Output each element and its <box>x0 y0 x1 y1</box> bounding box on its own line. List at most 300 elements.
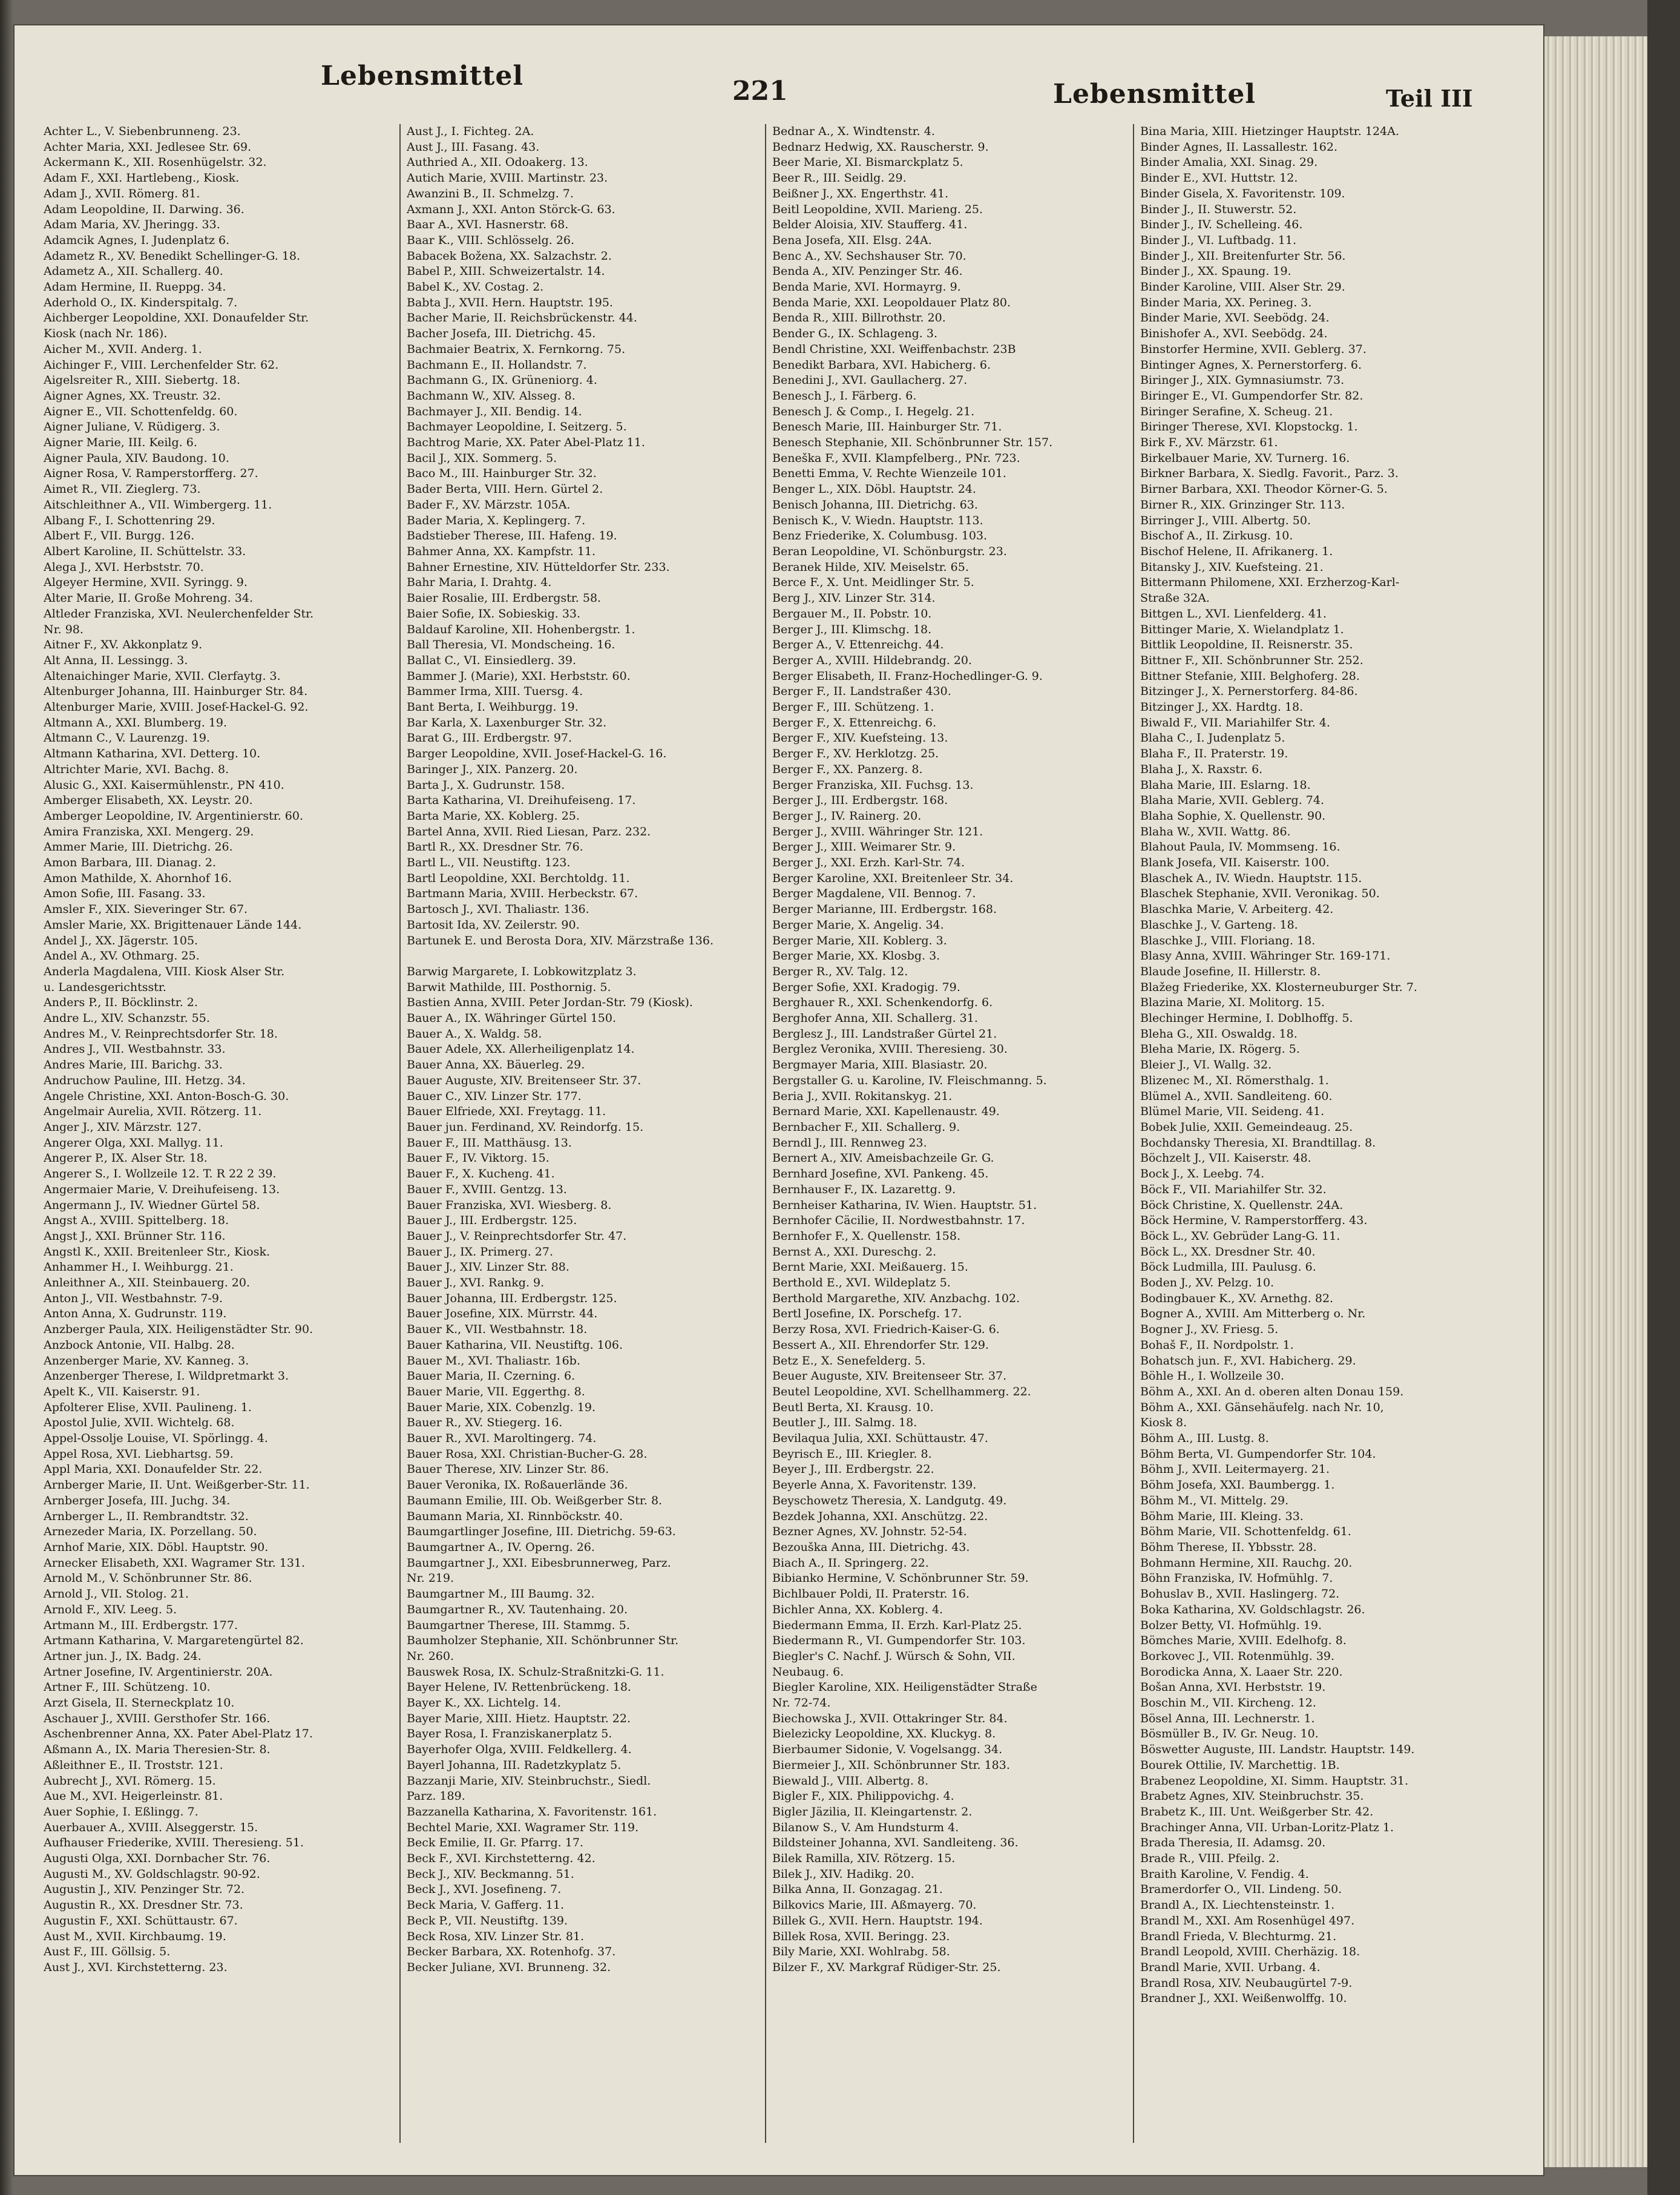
directory-entry: Altmann Katharina, XVI. Detterg. 10. <box>44 747 261 761</box>
directory-entry: Biringer E., VI. Gumpendorfer Str. 82. <box>1140 389 1363 403</box>
directory-entry: Bednar A., X. Windtenstr. 4. <box>772 125 935 138</box>
directory-entry: Bichlbauer Poldi, II. Praterstr. 16. <box>772 1587 970 1601</box>
directory-entry: Andel J., XX. Jägerstr. 105. <box>44 933 199 947</box>
directory-entry: Aitschleithner A., VII. Wimbergerg. 11. <box>44 498 272 512</box>
directory-entry: Bernert A., XIV. Ameisbachzeile Gr. G. <box>772 1151 994 1165</box>
directory-entry: Bevilaqua Julia, XXI. Schüttaustr. 47. <box>772 1432 988 1446</box>
directory-entry: Berger F., II. Landstraßer 430. <box>772 685 951 699</box>
directory-entry: Bolzer Betty, VI. Hofmühlg. 19. <box>1140 1618 1322 1632</box>
directory-entry: Blizenec M., XI. Römersthalg. 1. <box>1140 1073 1329 1087</box>
directory-entry: Berger J., III. Klimschg. 18. <box>772 622 932 636</box>
directory-entry: Belder Aloisia, XIV. Staufferg. 41. <box>772 218 968 232</box>
directory-entry: Bernheiser Katharina, IV. Wien. Hauptstr. 51. <box>772 1198 1037 1212</box>
directory-entry: Binishofer A., XVI. Seebödg. 24. <box>1140 327 1328 341</box>
directory-entry: Bergauer M., II. Pobstr. 10. <box>772 607 932 620</box>
directory-entry: Blahout Paula, IV. Mommseng. 16. <box>1140 840 1340 854</box>
directory-entry: Albang F., I. Schottenring 29. <box>44 513 215 527</box>
directory-entry: Blaha W., XVII. Wattg. 86. <box>1140 824 1291 838</box>
directory-entry: Böhm Therese, II. Ybbsstr. 28. <box>1140 1540 1317 1554</box>
directory-entry: Authried A., XII. Odoakerg. 13. <box>407 156 588 169</box>
directory-entry: Birkelbauer Marie, XV. Turnerg. 16. <box>1140 451 1350 465</box>
directory-entry: Benesch Stephanie, XII. Schönbrunner Str. 157. <box>772 436 1053 450</box>
directory-entry: Apfolterer Elise, XVII. Paulineng. 1. <box>44 1400 252 1414</box>
directory-entry: Beer Marie, XI. Bismarckplatz 5. <box>772 156 963 169</box>
directory-entry: Blümel Marie, VII. Seideng. 41. <box>1140 1105 1325 1119</box>
directory-entry: Becker Juliane, XVI. Brunneng. 32. <box>407 1960 611 1974</box>
directory-entry: Bednarz Hedwig, XX. Rauscherstr. 9. <box>772 140 989 154</box>
directory-entry: Alega J., XVI. Herbststr. 70. <box>44 560 204 574</box>
directory-entry: Birner Barbara, XXI. Theodor Körner-G. 5. <box>1140 482 1388 496</box>
directory-entry: Bauer Anna, XX. Bäuerleg. 29. <box>407 1058 585 1072</box>
directory-entry: Altleder Franziska, XVI. Neulerchenfelder Str. <box>44 607 314 620</box>
directory-entry: Benda A., XIV. Penzinger Str. 46. <box>772 265 963 278</box>
directory-entry: Bilzer F., XV. Markgraf Rüdiger-Str. 25. <box>772 1960 1001 1974</box>
directory-entry: Baumgartner A., IV. Operng. 26. <box>407 1540 595 1554</box>
directory-entry: Amberger Elisabeth, XX. Leystr. 20. <box>44 794 253 808</box>
directory-entry: Bartl L., VII. Neustiftg. 123. <box>407 856 571 870</box>
directory-column-1 <box>44 124 395 2143</box>
directory-entry: Baumgartner Therese, III. Stammg. 5. <box>407 1618 630 1632</box>
directory-entry: Altmann A., XXI. Blumberg. 19. <box>44 716 228 729</box>
directory-entry: Bina Maria, XIII. Hietzinger Hauptstr. 124A. <box>1140 125 1399 138</box>
directory-entry: Berger J., IV. Rainerg. 20. <box>772 809 922 823</box>
directory-entry: Beyrisch E., III. Kriegler. 8. <box>772 1447 932 1461</box>
directory-entry: Beck P., VII. Neustiftg. 139. <box>407 1914 568 1927</box>
directory-entry: Böck Christine, X. Quellenstr. 24A. <box>1140 1198 1344 1212</box>
directory-entry: Bösel Anna, III. Lechnerstr. 1. <box>1140 1711 1315 1725</box>
directory-entry: Berger J., XXI. Erzh. Karl-Str. 74. <box>772 856 965 870</box>
directory-entry: Bernt Marie, XXI. Meißauerg. 15. <box>772 1260 968 1274</box>
directory-entry: Bernard Marie, XXI. Kapellenaustr. 49. <box>772 1105 1000 1119</box>
directory-entry: Blasy Anna, XVIII. Währinger Str. 169-171. <box>1140 949 1391 963</box>
directory-entry: Bauer F., III. Matthäusg. 13. <box>407 1136 572 1150</box>
directory-entry: Bauer Marie, XIX. Cobenzlg. 19. <box>407 1400 596 1414</box>
directory-entry: Bleha Marie, IX. Rögerg. 5. <box>1140 1042 1300 1056</box>
directory-entry: Arzt Gisela, II. Sterneckplatz 10. <box>44 1696 235 1710</box>
directory-entry: Bourek Ottilie, IV. Marchettig. 1B. <box>1140 1758 1340 1772</box>
directory-entry: Bogner J., XV. Friesg. 5. <box>1140 1323 1279 1337</box>
directory-entry: Borkovec J., VII. Rotenmühlg. 39. <box>1140 1649 1335 1663</box>
directory-entry: Bechtel Marie, XXI. Wagramer Str. 119. <box>407 1820 639 1834</box>
directory-entry: Bochdansky Theresia, XI. Brandtillag. 8. <box>1140 1136 1376 1150</box>
directory-entry: Barta Marie, XX. Koblerg. 25. <box>407 809 580 823</box>
directory-entry: Badstieber Therese, III. Hafeng. 19. <box>407 529 617 543</box>
directory-entry: Bauer Elfriede, XXI. Freytagg. 11. <box>407 1105 606 1119</box>
directory-entry: Bernhofer Cäcilie, II. Nordwestbahnstr. 17. <box>772 1214 1025 1228</box>
directory-entry: Andres Marie, III. Barichg. 33. <box>44 1058 223 1072</box>
directory-entry: Baco M., III. Hainburger Str. 32. <box>407 467 597 481</box>
directory-entry: Bader Maria, X. Keplingerg. 7. <box>407 513 586 527</box>
directory-entry: Bauer J., XIV. Linzer Str. 88. <box>407 1260 569 1274</box>
directory-entry: Bock J., X. Leebg. 74. <box>1140 1167 1265 1181</box>
directory-entry: Bierbaumer Sidonie, V. Vogelsangg. 34. <box>772 1743 1003 1757</box>
directory-entry: Bohatsch jun. F., XVI. Habicherg. 29. <box>1140 1354 1356 1367</box>
directory-entry: Beyer J., III. Erdbergstr. 22. <box>772 1463 934 1476</box>
directory-entry: Berger J., XIII. Weimarer Str. 9. <box>772 840 956 854</box>
directory-entry: Blaha Sophie, X. Quellenstr. 90. <box>1140 809 1326 823</box>
directory-entry: Bobek Julie, XXII. Gemeindeaug. 25. <box>1140 1121 1353 1134</box>
directory-entry: Aßleithner E., II. Troststr. 121. <box>44 1758 223 1772</box>
directory-entry: Biringer J., XIX. Gymnasiumstr. 73. <box>1140 374 1345 387</box>
directory-entry: Augustin R., XX. Dresdner Str. 73. <box>44 1898 243 1912</box>
directory-entry: Benger L., XIX. Döbl. Hauptstr. 24. <box>772 482 976 496</box>
directory-entry: Braith Karoline, V. Fendig. 4. <box>1140 1867 1309 1881</box>
directory-entry: Beißner J., XX. Engerthstr. 41. <box>772 186 949 200</box>
directory-entry: Amon Mathilde, X. Ahornhof 16. <box>44 871 232 885</box>
book-fore-edge <box>1544 36 1647 2167</box>
directory-entry: Aigner Rosa, V. Ramperstorfferg. 27. <box>44 467 258 481</box>
directory-entry: Anzberger Paula, XIX. Heiligenstädter Str. 90. <box>44 1323 313 1337</box>
directory-entry: Bayerhofer Olga, XVIII. Feldkellerg. 4. <box>407 1743 632 1757</box>
directory-entry: Berger F., XX. Panzerg. 8. <box>772 762 923 776</box>
directory-entry: Beran Leopoldine, VI. Schönburgstr. 23. <box>772 544 1007 558</box>
running-title-right: Lebensmittel <box>1053 79 1256 110</box>
directory-entry: Biermeier J., XII. Schönbrunner Str. 183. <box>772 1758 1010 1772</box>
directory-entry: Bauer A., X. Waldg. 58. <box>407 1027 542 1041</box>
directory-entry: Altenaichinger Marie, XVII. Clerfaytg. 3. <box>44 669 281 683</box>
directory-entry: Altmann C., V. Laurenzg. 19. <box>44 731 210 745</box>
directory-entry: Beutl Berta, XI. Krausg. 10. <box>772 1400 934 1414</box>
directory-entry: Beria J., XVII. Rokitanskyg. 21. <box>772 1089 953 1103</box>
directory-entry: Betz E., X. Senefelderg. 5. <box>772 1354 926 1367</box>
directory-entry: Bauer A., IX. Währinger Gürtel 150. <box>407 1012 617 1025</box>
directory-entry: Benedikt Barbara, XVI. Habicherg. 6. <box>772 358 991 372</box>
scanner-background <box>1647 0 1680 2195</box>
directory-entry: Bauer J., III. Erdbergstr. 125. <box>407 1214 577 1228</box>
directory-entry: Bezouška Anna, III. Dietrichg. 43. <box>772 1540 970 1554</box>
directory-entry: Brandl Frieda, V. Blechturmg. 21. <box>1140 1929 1337 1943</box>
directory-entry: Appel-Ossolje Louise, VI. Spörlingg. 4. <box>44 1432 268 1446</box>
directory-entry: Böswetter Auguste, III. Landstr. Hauptstr. 149. <box>1140 1743 1415 1757</box>
directory-entry: Böck F., VII. Mariahilfer Str. 32. <box>1140 1182 1327 1196</box>
directory-entry: Böhm A., XXI. An d. oberen alten Donau 159. <box>1140 1384 1404 1398</box>
directory-entry: Bauer K., VII. Westbahnstr. 18. <box>407 1323 588 1337</box>
directory-entry: Bayer Rosa, I. Franziskanerplatz 5. <box>407 1727 612 1741</box>
directory-entry: Benetti Emma, V. Rechte Wienzeile 101. <box>772 467 1006 481</box>
directory-entry: Bayerl Johanna, III. Radetzkyplatz 5. <box>407 1758 622 1772</box>
directory-entry: Straße 32A. <box>1140 591 1210 605</box>
directory-entry: Bayer Helene, IV. Rettenbrückeng. 18. <box>407 1680 631 1694</box>
directory-entry: Aimet R., VII. Zieglerg. 73. <box>44 482 201 496</box>
directory-entry: Amsler Marie, XX. Brigittenauer Lände 144. <box>44 918 302 932</box>
directory-entry: Angst A., XVIII. Spittelberg. 18. <box>44 1214 229 1228</box>
directory-entry: Blaha J., X. Raxstr. 6. <box>1140 762 1263 776</box>
directory-entry: Appl Maria, XXI. Donaufelder Str. 22. <box>44 1463 263 1476</box>
directory-entry: Angelmair Aurelia, XVII. Rötzerg. 11. <box>44 1105 262 1119</box>
directory-entry: Bauer Franziska, XVI. Wiesberg. 8. <box>407 1198 612 1212</box>
directory-entry: Birner R., XIX. Grinzinger Str. 113. <box>1140 498 1345 512</box>
directory-entry: Aufhauser Friederike, XVIII. Theresieng. 51. <box>44 1836 304 1850</box>
directory-entry: Billek Rosa, XVII. Beringg. 23. <box>772 1929 950 1943</box>
directory-entry: Bittgen L., XVI. Lienfelderg. 41. <box>1140 607 1327 620</box>
directory-entry: Binder Gisela, X. Favoritenstr. 109. <box>1140 186 1345 200</box>
directory-entry: Bilka Anna, II. Gonzagag. 21. <box>772 1883 943 1897</box>
directory-entry: Artner jun. J., IX. Badg. 24. <box>44 1649 202 1663</box>
directory-entry: Bildsteiner Johanna, XVI. Sandleiteng. 36. <box>772 1836 1019 1850</box>
directory-entry: Bauer Therese, XIV. Linzer Str. 86. <box>407 1463 609 1476</box>
directory-entry: Binder Agnes, II. Lassallestr. 162. <box>1140 140 1338 154</box>
directory-entry: Böhm Marie, VII. Schottenfeldg. 61. <box>1140 1525 1351 1539</box>
directory-entry: Bacher Marie, II. Reichsbrückenstr. 44. <box>407 311 637 325</box>
directory-entry: Berger Sofie, XXI. Kradogig. 79. <box>772 980 960 994</box>
directory-entry: Benesch Marie, III. Hainburger Str. 71. <box>772 420 1002 434</box>
directory-entry: Bahmer Anna, XX. Kampfstr. 11. <box>407 544 596 558</box>
directory-entry: Berce F., X. Unt. Meidlinger Str. 5. <box>772 576 974 590</box>
directory-entry: Ballat C., VI. Einsiedlerg. 39. <box>407 653 577 667</box>
directory-entry: Blaude Josefine, II. Hillerstr. 8. <box>1140 964 1321 978</box>
directory-entry: Aigner Marie, III. Keilg. 6. <box>44 436 197 450</box>
directory-entry: Bošan Anna, XVI. Herbststr. 19. <box>1140 1680 1326 1694</box>
directory-entry: Berndl J., III. Rennweg 23. <box>772 1136 927 1150</box>
directory-entry: Bitzinger J., X. Pernerstorferg. 84-86. <box>1140 685 1358 699</box>
directory-entry: Angermann J., IV. Wiedner Gürtel 58. <box>44 1198 260 1212</box>
directory-entry: Berghauer R., XXI. Schenkendorfg. 6. <box>772 996 993 1010</box>
directory-entry: Blaschek A., IV. Wiedn. Hauptstr. 115. <box>1140 871 1362 885</box>
directory-entry: Berger Marianne, III. Erdbergstr. 168. <box>772 903 997 917</box>
directory-entry: Albert Karoline, II. Schüttelstr. 33. <box>44 544 246 558</box>
directory-entry: Aust J., I. Fichteg. 2A. <box>407 125 534 138</box>
directory-entry: Anhammer H., I. Weihburgg. 21. <box>44 1260 234 1274</box>
directory-entry: Arnhof Marie, XIX. Döbl. Hauptstr. 90. <box>44 1540 269 1554</box>
directory-entry: Böck Ludmilla, III. Paulusg. 6. <box>1140 1260 1316 1274</box>
directory-entry <box>407 949 758 964</box>
directory-entry: Bernst A., XXI. Dureschg. 2. <box>772 1245 937 1259</box>
directory-entry: Bittermann Philomene, XXI. Erzherzog-Karl- <box>1140 576 1400 590</box>
directory-entry: Bohaš F., II. Nordpolstr. 1. <box>1140 1338 1294 1352</box>
directory-entry: Brabetz Agnes, XIV. Steinbruchstr. 35. <box>1140 1789 1364 1803</box>
directory-entry: Andel A., XV. Othmarg. 25. <box>44 949 200 963</box>
directory-entry: Binder Marie, XVI. Seebödg. 24. <box>1140 311 1330 325</box>
directory-entry: Bergstaller G. u. Karoline, IV. Fleischmanng. 5. <box>772 1073 1047 1087</box>
directory-entry: Amira Franziska, XXI. Mengerg. 29. <box>44 824 254 838</box>
directory-entry: Berzy Rosa, XVI. Friedrich-Kaiser-G. 6. <box>772 1323 1000 1337</box>
directory-entry: Bauer Adele, XX. Allerheiligenplatz 14. <box>407 1042 635 1056</box>
directory-entry: Bibianko Hermine, V. Schönbrunner Str. 59. <box>772 1571 1029 1585</box>
directory-entry: Bischof Helene, II. Afrikanerg. 1. <box>1140 544 1333 558</box>
directory-entry: Nr. 219. <box>407 1571 454 1585</box>
directory-entry: Berger Franziska, XII. Fuchsg. 13. <box>772 778 974 792</box>
directory-entry: Benda Marie, XVI. Hormayrg. 9. <box>772 280 961 294</box>
directory-entry: Anzenberger Therese, I. Wildpretmarkt 3. <box>44 1369 289 1383</box>
directory-entry: Bömches Marie, XVIII. Edelhofg. 8. <box>1140 1634 1347 1648</box>
directory-entry: Baumann Emilie, III. Ob. Weißgerber Str. 8. <box>407 1493 663 1507</box>
directory-entry: Arnezeder Maria, IX. Porzellang. 50. <box>44 1525 257 1539</box>
directory-entry: Bena Josefa, XII. Elsg. 24A. <box>772 233 932 247</box>
directory-entry: Artmann Katharina, V. Margaretengürtel 82. <box>44 1634 304 1648</box>
directory-entry: Aßmann A., IX. Maria Theresien-Str. 8. <box>44 1743 271 1757</box>
directory-entry: Barwig Margarete, I. Lobkowitzplatz 3. <box>407 964 637 978</box>
directory-entry: Berger J., III. Erdbergstr. 168. <box>772 794 948 808</box>
directory-entry: Benz Friederike, X. Columbusg. 103. <box>772 529 988 543</box>
directory-entry: Algeyer Hermine, XVII. Syringg. 9. <box>44 576 248 590</box>
directory-entry: Bauer Auguste, XIV. Breitenseer Str. 37. <box>407 1073 641 1087</box>
directory-entry: Andres M., V. Reinprechtsdorfer Str. 18. <box>44 1027 278 1041</box>
directory-entry: Bernbacher F., XII. Schallerg. 9. <box>772 1121 960 1134</box>
directory-entry: Boka Katharina, XV. Goldschlagstr. 26. <box>1140 1602 1365 1616</box>
directory-entry: Beck Maria, V. Gafferg. 11. <box>407 1898 565 1912</box>
directory-entry: Bauer jun. Ferdinand, XV. Reindorfg. 15. <box>407 1121 644 1134</box>
directory-entry: Adam F., XXI. Hartlebeng., Kiosk. <box>44 171 240 185</box>
directory-entry: Böck L., XX. Dresdner Str. 40. <box>1140 1245 1316 1259</box>
directory-entry: Biechowska J., XVII. Ottakringer Str. 84. <box>772 1711 1008 1725</box>
directory-entry: Bacil J., XIX. Sommerg. 5. <box>407 451 557 465</box>
directory-entry: Bachmayer Leopoldine, I. Seitzerg. 5. <box>407 420 627 434</box>
directory-entry: Amsler F., XIX. Sieveringer Str. 67. <box>44 903 248 917</box>
directory-entry: Benda Marie, XXI. Leopoldauer Platz 80. <box>772 295 1011 309</box>
directory-entry: Böhm A., XXI. Gänsehäufelg. nach Nr. 10, <box>1140 1400 1384 1414</box>
directory-entry: Bauer Maria, II. Czerning. 6. <box>407 1369 576 1383</box>
directory-entry: Binstorfer Hermine, XVII. Geblerg. 37. <box>1140 342 1367 356</box>
directory-entry: Böhn Franziska, IV. Hofmühlg. 7. <box>1140 1571 1333 1585</box>
directory-entry: Achter L., V. Siebenbrunneng. 23. <box>44 125 241 138</box>
directory-entry: Bachmann G., IX. Grüneniorg. 4. <box>407 374 597 387</box>
directory-entry: Bittner F., XII. Schönbrunner Str. 252. <box>1140 653 1363 667</box>
directory-entry: Bohmann Hermine, XII. Rauchg. 20. <box>1140 1556 1353 1570</box>
directory-entry: Aigner Agnes, XX. Treustr. 32. <box>44 389 221 403</box>
directory-entry: Auer Sophie, I. Eßlingg. 7. <box>44 1805 199 1818</box>
directory-entry: Bogner A., XVIII. Am Mitterberg o. Nr. <box>1140 1307 1366 1321</box>
directory-column-2 <box>407 124 758 2143</box>
directory-entry: Barta Katharina, VI. Dreihufeiseng. 17. <box>407 794 636 808</box>
directory-entry: Ball Theresia, VI. Mondscheing. 16. <box>407 638 615 652</box>
directory-entry: Beck Emilie, II. Gr. Pfarrg. 17. <box>407 1836 583 1850</box>
directory-entry: Brandl Marie, XVII. Urbang. 4. <box>1140 1960 1321 1974</box>
directory-entry: Bazzanella Katharina, X. Favoritenstr. 161. <box>407 1805 657 1818</box>
directory-entry: Bilek Ramilla, XIV. Rötzerg. 15. <box>772 1852 956 1866</box>
directory-entry: Barger Leopoldine, XVII. Josef-Hackel-G. 16. <box>407 747 667 761</box>
directory-entry: Artner F., III. Schützeng. 10. <box>44 1680 211 1694</box>
directory-entry: Berger F., XV. Herklotzg. 25. <box>772 747 939 761</box>
column-divider <box>399 124 401 2143</box>
directory-entry: Bauer Marie, VII. Eggerthg. 8. <box>407 1384 585 1398</box>
directory-entry: Binder E., XVI. Huttstr. 12. <box>1140 171 1298 185</box>
directory-entry: Alt Anna, II. Lessingg. 3. <box>44 653 188 667</box>
directory-entry: Brandl Leopold, XVIII. Cherhäzig. 18. <box>1140 1945 1360 1959</box>
directory-entry: Binder J., XII. Breitenfurter Str. 56. <box>1140 249 1346 263</box>
directory-entry: Bartmann Maria, XVIII. Herbeckstr. 67. <box>407 887 638 901</box>
directory-entry: Bauer R., XV. Stiegerg. 16. <box>407 1416 563 1430</box>
directory-entry: Biewald J., VIII. Albertg. 8. <box>772 1774 929 1788</box>
directory-entry: Artner Josefine, IV. Argentinierstr. 20A. <box>44 1665 273 1679</box>
directory-entry: Berger Marie, X. Angelig. 34. <box>772 918 944 932</box>
directory-entry: Awanzini B., II. Schmelzg. 7. <box>407 186 574 200</box>
directory-entry: Brandl M., XXI. Am Rosenhügel 497. <box>1140 1914 1355 1927</box>
directory-entry: Aderhold O., IX. Kinderspitalg. 7. <box>44 295 238 309</box>
directory-entry: Blank Josefa, VII. Kaiserstr. 100. <box>1140 856 1330 870</box>
directory-entry: Baar A., XVI. Hasnerstr. 68. <box>407 218 569 232</box>
directory-entry: Auerbauer A., XVIII. Alseggerstr. 15. <box>44 1820 258 1834</box>
directory-entry: Bitansky J., XIV. Kuefsteing. 21. <box>1140 560 1324 574</box>
directory-entry: Berger F., XIV. Kuefsteing. 13. <box>772 731 948 745</box>
directory-entry: Blaschke J., VIII. Floriang. 18. <box>1140 933 1316 947</box>
directory-entry: Berglez Veronika, XVIII. Theresieng. 30. <box>772 1042 1008 1056</box>
directory-entry: Baumgartner J., XXI. Eibesbrunnerweg, Parz. <box>407 1556 671 1570</box>
directory-entry: Böhm M., VI. Mittelg. 29. <box>1140 1493 1289 1507</box>
directory-entry: Blechinger Hermine, I. Doblhoffg. 5. <box>1140 1012 1353 1025</box>
directory-entry: Bahner Ernestine, XIV. Hütteldorfer Str. 233. <box>407 560 670 574</box>
directory-entry: Babel P., XIII. Schweizertalstr. 14. <box>407 265 605 278</box>
directory-entry: Aigner Paula, XIV. Baudong. 10. <box>44 451 229 465</box>
directory-entry: Binder J., IV. Schelleing. 46. <box>1140 218 1303 232</box>
directory-entry: Berghofer Anna, XII. Schallerg. 31. <box>772 1012 978 1025</box>
directory-entry: Benisch Johanna, III. Dietrichg. 63. <box>772 498 978 512</box>
directory-entry: Brandner J., XXI. Weißenwolffg. 10. <box>1140 1992 1347 2006</box>
directory-entry: Bauer Katharina, VII. Neustiftg. 106. <box>407 1338 623 1352</box>
directory-entry: Bielezicky Leopoldine, XX. Kluckyg. 8. <box>772 1727 996 1741</box>
directory-entry: Biach A., II. Springerg. 22. <box>772 1556 929 1570</box>
directory-entry: Aigner Juliane, V. Rüdigerg. 3. <box>44 420 220 434</box>
directory-entry: Boden J., XV. Pelzg. 10. <box>1140 1276 1275 1290</box>
directory-entry: Benesch J., I. Färberg. 6. <box>772 389 917 403</box>
directory-entry: Baumgartlinger Josefine, III. Dietrichg. 59-63. <box>407 1525 676 1539</box>
directory-entry: Barwit Mathilde, III. Posthornig. 5. <box>407 980 611 994</box>
directory-entry: Bodingbauer K., XV. Arnethg. 82. <box>1140 1291 1334 1305</box>
directory-entry: Blümel A., XVII. Sandleiteng. 60. <box>1140 1089 1333 1103</box>
directory-column-4 <box>1140 124 1491 2143</box>
directory-entry: Blaha Marie, XVII. Geblerg. 74. <box>1140 794 1325 808</box>
directory-entry: Adam J., XVII. Römerg. 81. <box>44 186 200 200</box>
directory-entry: Artmann M., III. Erdbergstr. 177. <box>44 1618 238 1632</box>
directory-entry: Bertl Josefine, IX. Porschefg. 17. <box>772 1307 962 1321</box>
directory-entry: Barat G., III. Erdbergstr. 97. <box>407 731 573 745</box>
directory-entry: Bösmüller B., IV. Gr. Neug. 10. <box>1140 1727 1319 1741</box>
directory-entry: Alter Marie, II. Große Mohreng. 34. <box>44 591 253 605</box>
directory-entry: Angerer Olga, XXI. Mallyg. 11. <box>44 1136 223 1150</box>
directory-entry: Angerer P., IX. Alser Str. 18. <box>44 1151 208 1165</box>
directory-entry: Baringer J., XIX. Panzerg. 20. <box>407 762 578 776</box>
directory-entry: Bily Marie, XXI. Wohlrabg. 58. <box>772 1945 950 1959</box>
directory-entry: Bachmaier Beatrix, X. Fernkorng. 75. <box>407 342 626 356</box>
directory-entry: Berger R., XV. Talg. 12. <box>772 964 908 978</box>
directory-entry: Beitl Leopoldine, XVII. Marieng. 25. <box>772 202 983 216</box>
directory-entry: Berthold Margarethe, XIV. Anzbachg. 102. <box>772 1291 1020 1305</box>
directory-entry: Parz. 189. <box>407 1789 465 1803</box>
directory-entry: Bauer F., IV. Viktorg. 15. <box>407 1151 550 1165</box>
directory-entry: Böhm A., III. Lustg. 8. <box>1140 1432 1269 1446</box>
directory-entry: Bittinger Marie, X. Wielandplatz 1. <box>1140 622 1344 636</box>
directory-entry: Adam Maria, XV. Jheringg. 33. <box>44 218 220 232</box>
directory-entry: Böhm Berta, VI. Gumpendorfer Str. 104. <box>1140 1447 1376 1461</box>
directory-entry: Berger A., XVIII. Hildebrandg. 20. <box>772 653 973 667</box>
directory-entry: Andres J., VII. Westbahnstr. 33. <box>44 1042 226 1056</box>
directory-entry: Ackermann K., XII. Rosenhügelstr. 32. <box>44 156 267 169</box>
directory-columns <box>44 124 1508 2143</box>
directory-entry: Bauer Veronika, IX. Roßauerlände 36. <box>407 1478 628 1492</box>
directory-entry: Anleithner A., XII. Steinbauerg. 20. <box>44 1276 251 1290</box>
directory-entry: Becker Barbara, XX. Rotenhofg. 37. <box>407 1945 616 1959</box>
directory-entry: Adam Leopoldine, II. Darwing. 36. <box>44 202 244 216</box>
directory-entry: Augusti M., XV. Goldschlagstr. 90-92. <box>44 1867 260 1881</box>
directory-entry: Babacek Božena, XX. Salzachstr. 2. <box>407 249 612 263</box>
directory-entry: Amon Barbara, III. Dianag. 2. <box>44 856 216 870</box>
directory-entry: Amberger Leopoldine, IV. Argentinierstr. 60. <box>44 809 303 823</box>
directory-entry: Bachtrog Marie, XX. Pater Abel-Platz 11. <box>407 436 645 450</box>
directory-entry: Biedermann R., VI. Gumpendorfer Str. 103. <box>772 1634 1026 1648</box>
directory-entry: Apostol Julie, XVII. Wichtelg. 68. <box>44 1416 235 1430</box>
directory-entry: Berger A., V. Ettenreichg. 44. <box>772 638 944 652</box>
directory-entry: Baier Rosalie, III. Erdbergstr. 58. <box>407 591 602 605</box>
directory-entry: Böhle H., I. Wollzeile 30. <box>1140 1369 1285 1383</box>
directory-entry: Berthold E., XVI. Wildeplatz 5. <box>772 1276 951 1290</box>
directory-entry: Arnold M., V. Schönbrunner Str. 86. <box>44 1571 252 1585</box>
directory-entry: Berger F., III. Schützeng. 1. <box>772 700 934 714</box>
directory-entry: Anton Anna, X. Gudrunstr. 119. <box>44 1307 227 1321</box>
directory-entry: Bittlik Leopoldine, II. Reisnerstr. 35. <box>1140 638 1353 652</box>
directory-entry: Blaschek Stephanie, XVII. Veronikag. 50. <box>1140 887 1380 901</box>
directory-entry: Bitzinger J., XX. Hardtg. 18. <box>1140 700 1304 714</box>
directory-entry: Bauer J., V. Reinprechtsdorfer Str. 47. <box>407 1229 627 1243</box>
directory-entry: Berger Magdalene, VII. Bennog. 7. <box>772 887 976 901</box>
